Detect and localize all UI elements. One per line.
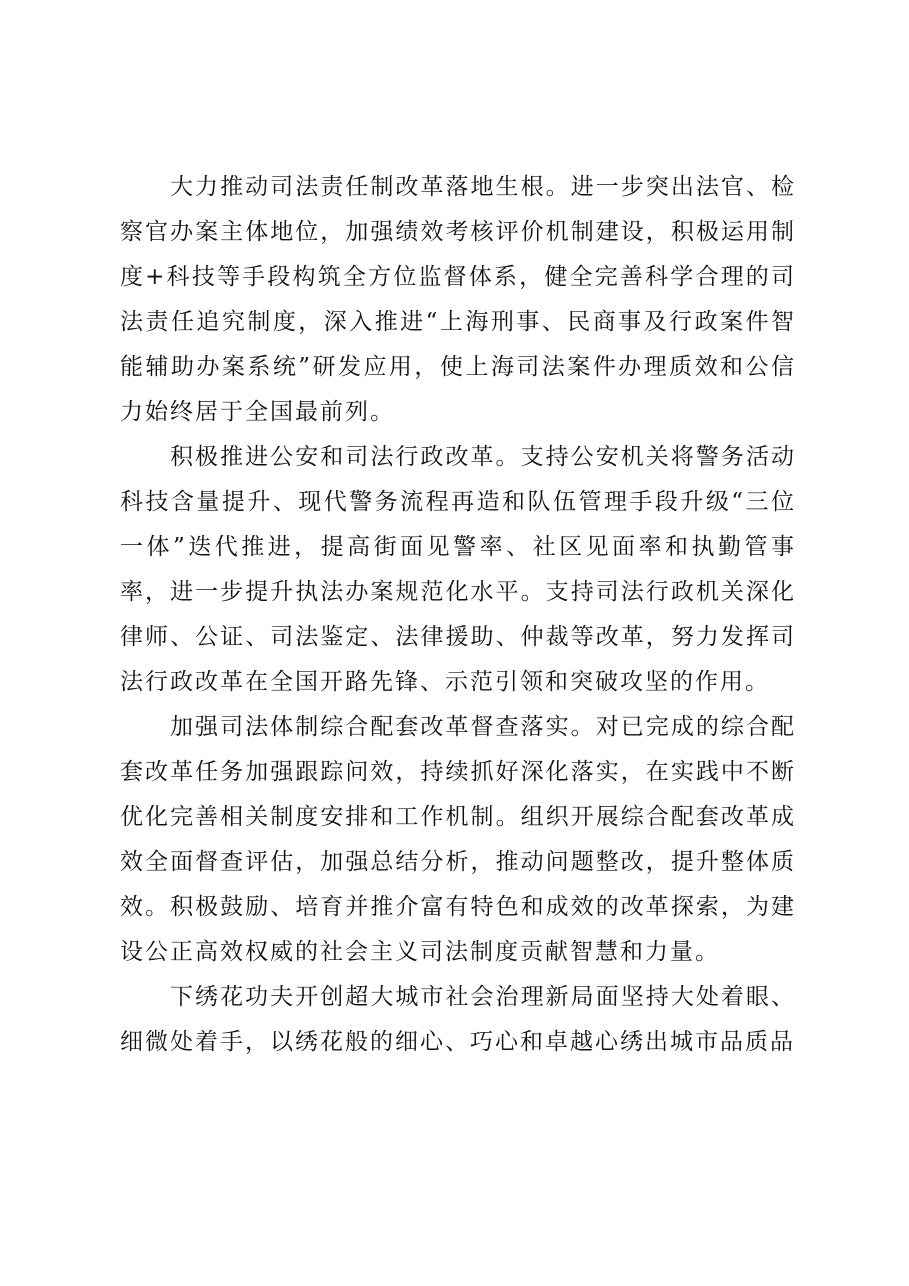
- paragraph-judicial-responsibility: 大力推动司法责任制改革落地生根。进一步突出法官、检察官办案主体地位，加强绩效考核评价机制建设，积极运用制度+科技等手段构筑全方位监督体系，健全完善科学合理的司法责任追究制度，深入推进“上海刑事、民商事及行政案件智能辅助办案系统”研发应用，使上海司法案件办理质效和公信力始终居于全国最前列。: [120, 174, 796, 425]
- paragraph-public-security-reform: 积极推进公安和司法行政改革。支持公安机关将警务活动科技含量提升、现代警务流程再造和队伍管理手段升级“三位一体”迭代推进，提高街面见警率、社区见面率和执勤管事率，进一步提升执法办案规范化水平。支持司法行政机关深化律师、公证、司法鉴定、法律援助、仲裁等改革，努力发挥司法行政改革在全国开路先锋、示范引领和突破攻坚的作用。: [120, 444, 796, 695]
- paragraph-supervision-implementation: 加强司法体制综合配套改革督查落实。对已完成的综合配套改革任务加强跟踪问效，持续抓好深化落实，在实践中不断优化完善相关制度安排和工作机制。组织开展综合配套改革成效全面督查评估，加强总结分析，推动问题整改，提升整体质效。积极鼓励、培育并推介富有特色和成效的改革探索，为建设公正高效权威的社会主义司法制度贡献智慧和力量。: [120, 714, 796, 965]
- document-body: [120, 165, 796, 1065]
- paragraph-social-governance: 下绣花功夫开创超大城市社会治理新局面坚持大处着眼、细微处着手，以绣花般的细心、巧心和卓越心绣出城市品质品: [120, 984, 796, 1055]
